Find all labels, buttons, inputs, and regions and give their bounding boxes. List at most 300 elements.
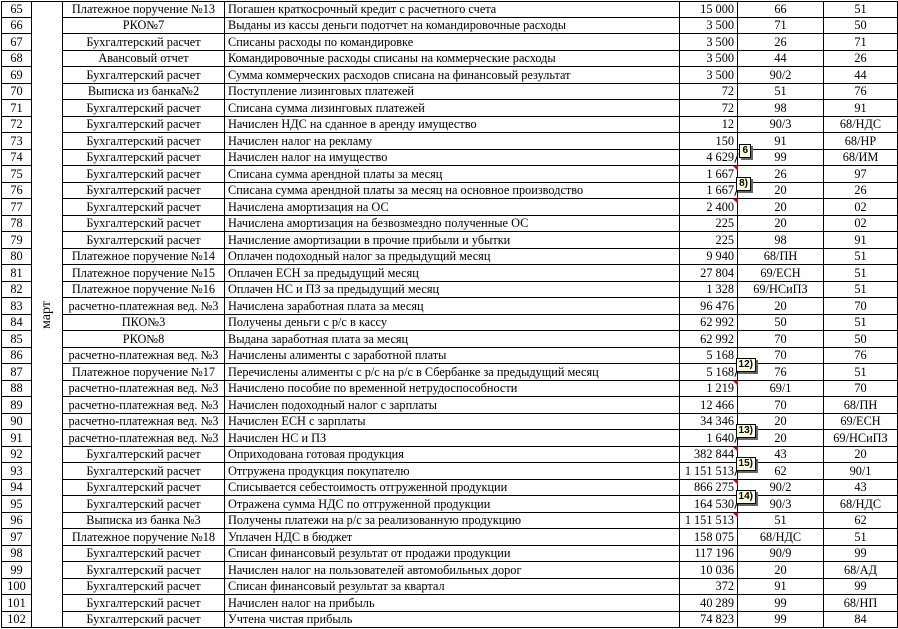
amount-value: 382 844 (694, 447, 734, 462)
operation-description-cell[interactable]: Начислен налог на пользователей автомобильных дорог (225, 562, 680, 579)
debit-account-cell[interactable]: 98 (738, 232, 824, 249)
amount-cell[interactable] (680, 265, 738, 282)
amount-value: 34 346 (700, 414, 734, 429)
operation-description-cell[interactable]: Начислен ЕСН с зарплаты (225, 413, 680, 430)
comment-marker-icon[interactable] (733, 513, 738, 518)
debit-account-cell[interactable]: 66 (738, 2, 824, 18)
amount-value: 74 823 (700, 612, 734, 627)
row-number-cell[interactable]: 87 (2, 364, 32, 381)
operation-description-cell[interactable]: Оплачен ЕСН за предыдущий месяц (225, 265, 680, 282)
table-row (2, 611, 898, 628)
table-row (2, 463, 898, 480)
table-row (2, 578, 898, 595)
amount-cell[interactable] (680, 199, 738, 216)
amount-cell[interactable] (680, 331, 738, 348)
credit-account-cell[interactable]: 99 (824, 545, 898, 562)
table-row (2, 314, 898, 331)
table-row (2, 430, 898, 447)
row-number-cell[interactable]: 78 (2, 215, 32, 232)
operation-description-cell[interactable]: Отражена сумма НДС по отгруженной продукции (225, 496, 680, 513)
table-row (2, 512, 898, 529)
table-row (2, 545, 898, 562)
table-row (2, 298, 898, 315)
debit-account-cell[interactable]: 70 (738, 397, 824, 414)
operation-description-cell[interactable]: Перечислены алименты с р/с на р/с в Сбербанке за предыдущий месяц (225, 364, 680, 381)
row-number-cell[interactable]: 67 (2, 34, 32, 51)
credit-account-cell[interactable]: 84 (824, 611, 898, 628)
credit-account-cell[interactable]: 51 (824, 2, 898, 18)
amount-value: 158 075 (694, 529, 734, 544)
operation-description-cell[interactable]: Оприходована готовая продукция (225, 446, 680, 463)
amount-cell[interactable] (680, 34, 738, 51)
row-number-cell[interactable]: 70 (2, 83, 32, 100)
operation-description-cell[interactable]: Получены деньги с р/с в кассу (225, 314, 680, 331)
credit-account-cell[interactable]: 50 (824, 17, 898, 34)
debit-account-cell[interactable]: 70 (738, 347, 824, 364)
amount-cell[interactable] (680, 116, 738, 133)
amount-cell[interactable] (680, 50, 738, 67)
amount-value: 72 (721, 100, 734, 115)
document-cell[interactable]: Бухгалтерский расчет (63, 133, 225, 150)
operation-description-cell[interactable]: Оплачен подоходный налог за предыдущий месяц (225, 248, 680, 265)
document-cell[interactable]: расчетно-платежная вед. №3 (63, 430, 225, 447)
row-number-cell[interactable]: 79 (2, 232, 32, 249)
amount-value: 62 992 (700, 331, 734, 346)
operation-description-cell[interactable]: Начислен подоходный налог с зарплаты (225, 397, 680, 414)
amount-value: 117 196 (694, 546, 734, 561)
debit-account-cell[interactable]: 90/3 (738, 496, 824, 513)
operation-description-cell[interactable]: Списан финансовый результат за квартал (225, 578, 680, 595)
credit-account-cell[interactable]: 68/ПН (824, 397, 898, 414)
credit-account-cell[interactable]: 71 (824, 34, 898, 51)
table-row (2, 413, 898, 430)
row-number-cell[interactable]: 75 (2, 166, 32, 183)
operation-description-cell[interactable]: Погашен краткосрочный кредит с расчетного счета (225, 2, 680, 18)
cell-comment-note[interactable]: 12) (736, 358, 756, 372)
document-cell[interactable]: Бухгалтерский расчет (63, 611, 225, 628)
document-cell[interactable]: Бухгалтерский расчет (63, 545, 225, 562)
amount-value: 72 (721, 84, 734, 99)
debit-account-cell[interactable]: 20 (738, 182, 824, 199)
cell-comment-note[interactable]: 14) (736, 490, 756, 504)
amount-value: 15 000 (700, 2, 734, 17)
amount-cell[interactable] (680, 83, 738, 100)
row-number-cell[interactable]: 98 (2, 545, 32, 562)
document-cell[interactable]: расчетно-платежная вед. №3 (63, 298, 225, 315)
cell-comment-note[interactable]: 6 (739, 144, 751, 158)
credit-account-cell[interactable]: 51 (824, 529, 898, 546)
amount-cell[interactable] (680, 397, 738, 414)
amount-cell[interactable] (680, 562, 738, 579)
document-cell[interactable]: Бухгалтерский расчет (63, 182, 225, 199)
amount-cell[interactable] (680, 17, 738, 34)
amount-cell[interactable] (680, 232, 738, 249)
amount-value: 1 667 (706, 166, 734, 181)
debit-account-cell[interactable]: 51 (738, 83, 824, 100)
debit-account-cell[interactable]: 20 (738, 430, 824, 447)
table-row (2, 149, 898, 166)
amount-value: 225 (715, 216, 734, 231)
document-cell[interactable]: Бухгалтерский расчет (63, 100, 225, 117)
amount-value: 1 219 (706, 381, 734, 396)
row-number-cell[interactable]: 77 (2, 199, 32, 216)
amount-cell[interactable] (680, 545, 738, 562)
operation-description-cell[interactable]: Начислен НС и ПЗ (225, 430, 680, 447)
credit-account-cell[interactable]: 44 (824, 67, 898, 84)
row-number-cell[interactable]: 68 (2, 50, 32, 67)
document-cell[interactable]: РКО№8 (63, 331, 225, 348)
operation-description-cell[interactable]: Поступление лизинговых платежей (225, 83, 680, 100)
row-number-cell[interactable]: 65 (2, 2, 32, 18)
table-row (2, 34, 898, 51)
operation-description-cell[interactable]: Получены платежи на р/с за реализованную продукцию (225, 512, 680, 529)
row-number-cell[interactable]: 71 (2, 100, 32, 117)
table-row (2, 281, 898, 298)
amount-cell[interactable] (680, 359, 753, 381)
document-cell[interactable]: Платежное поручение №17 (63, 364, 225, 381)
table-row (2, 248, 898, 265)
debit-account-cell[interactable]: 91 (738, 578, 824, 595)
comment-marker-icon[interactable] (733, 381, 738, 386)
row-number-cell[interactable]: 84 (2, 314, 32, 331)
credit-account-cell[interactable]: 70 (824, 298, 898, 315)
operation-description-cell[interactable]: Начислена заработная плата за месяц (225, 298, 680, 315)
operation-description-cell[interactable]: Списана сумма арендной платы за месяц (225, 166, 680, 183)
document-cell[interactable]: Платежное поручение №15 (63, 265, 225, 282)
table-row (2, 479, 898, 496)
document-cell[interactable]: расчетно-платежная вед. №3 (63, 397, 225, 414)
operation-description-cell[interactable]: Начислен НДС на сданное в аренду имущество (225, 116, 680, 133)
debit-account-cell[interactable]: 69/НСиПЗ (738, 281, 824, 298)
row-number-cell[interactable]: 101 (2, 595, 32, 612)
credit-account-cell[interactable]: 68/НП (824, 595, 898, 612)
credit-account-cell[interactable]: 97 (824, 166, 898, 183)
credit-account-cell[interactable]: 68/НР (824, 133, 898, 150)
comment-marker-icon[interactable] (733, 199, 738, 204)
amount-value: 164 530 (694, 496, 734, 511)
amount-value: 225 (715, 232, 734, 247)
amount-cell[interactable] (680, 611, 738, 628)
operation-description-cell[interactable]: Командировочные расходы списаны на коммерческие расходы (225, 50, 680, 67)
row-number-cell[interactable]: 83 (2, 298, 32, 315)
credit-account-cell[interactable]: 02 (824, 199, 898, 216)
document-cell[interactable]: Бухгалтерский расчет (63, 562, 225, 579)
row-number-cell[interactable]: 76 (2, 182, 32, 199)
debit-account-cell[interactable]: 90/9 (738, 545, 824, 562)
row-number-cell[interactable]: 72 (2, 116, 32, 133)
document-cell[interactable]: ПКО№3 (63, 314, 225, 331)
credit-account-cell[interactable]: 68/НДС (824, 116, 898, 133)
amount-cell[interactable] (680, 458, 753, 480)
row-number-cell[interactable]: 94 (2, 479, 32, 496)
row-number-cell[interactable]: 85 (2, 331, 32, 348)
debit-account-cell[interactable]: 99 (738, 611, 824, 628)
debit-account-cell[interactable]: 90/2 (738, 67, 824, 84)
credit-account-cell[interactable]: 70 (824, 380, 898, 397)
amount-cell[interactable] (680, 215, 738, 232)
debit-account-cell[interactable]: 99 (738, 149, 824, 166)
document-cell[interactable]: Бухгалтерский расчет (63, 116, 225, 133)
debit-account-cell[interactable]: 98 (738, 100, 824, 117)
debit-account-cell[interactable]: 20 (738, 562, 824, 579)
row-number-cell[interactable]: 74 (2, 149, 32, 166)
operation-description-cell[interactable]: Сумма коммерческих расходов списана на финансовый результат (225, 67, 680, 84)
amount-value: 5 168 (706, 348, 734, 363)
operation-description-cell[interactable]: Выданы из кассы деньги подотчет на командировочные расходы (225, 17, 680, 34)
table-row (2, 446, 898, 463)
document-cell[interactable]: Платежное поручение №13 (63, 2, 225, 18)
credit-account-cell[interactable]: 91 (824, 100, 898, 117)
operation-description-cell[interactable]: Начислены алименты с заработной платы (225, 347, 680, 364)
credit-account-cell[interactable]: 68/АД (824, 562, 898, 579)
row-number-cell[interactable]: 89 (2, 397, 32, 414)
operation-description-cell[interactable]: Списана сумма арендной платы за месяц на основное производство (225, 182, 680, 199)
table-row (2, 347, 898, 364)
operation-description-cell[interactable]: Оплачен НС и ПЗ за предыдущий месяц (225, 281, 680, 298)
document-cell[interactable]: Бухгалтерский расчет (63, 215, 225, 232)
amount-cell[interactable] (680, 529, 738, 546)
row-number-cell[interactable]: 90 (2, 413, 32, 430)
document-cell[interactable]: расчетно-платежная вед. №3 (63, 347, 225, 364)
table-row (2, 199, 898, 216)
amount-value: 1 640 (706, 430, 734, 445)
row-number-cell[interactable]: 96 (2, 512, 32, 529)
comment-marker-icon[interactable] (733, 480, 738, 485)
row-number-cell[interactable]: 100 (2, 578, 32, 595)
debit-account-cell[interactable]: 69/1 (738, 380, 824, 397)
amount-cell[interactable] (680, 2, 738, 18)
debit-account-cell[interactable]: 20 (738, 413, 824, 430)
row-number-cell[interactable]: 95 (2, 496, 32, 513)
table-row (2, 2, 898, 18)
row-number-cell[interactable]: 80 (2, 248, 32, 265)
document-cell[interactable]: Бухгалтерский расчет (63, 149, 225, 166)
credit-account-cell[interactable]: 02 (824, 215, 898, 232)
row-number-cell[interactable]: 86 (2, 347, 32, 364)
operation-description-cell[interactable]: Начисление амортизации в прочие прибыли и убытки (225, 232, 680, 249)
amount-cell[interactable] (680, 380, 738, 397)
document-cell[interactable]: Бухгалтерский расчет (63, 578, 225, 595)
operation-description-cell[interactable]: Начислено пособие по временной нетрудоспособности (225, 380, 680, 397)
debit-account-cell[interactable]: 20 (738, 215, 824, 232)
debit-account-cell[interactable]: 71 (738, 17, 824, 34)
amount-value: 62 992 (700, 315, 734, 330)
document-cell[interactable]: Выписка из банка №3 (63, 512, 225, 529)
amount-value: 4 629 (706, 150, 734, 165)
debit-account-cell[interactable]: 68/НДС (738, 529, 824, 546)
comment-marker-icon[interactable] (733, 447, 738, 452)
amount-cell[interactable] (680, 298, 738, 315)
row-number-cell[interactable]: 81 (2, 265, 32, 282)
table-row (2, 562, 898, 579)
operation-description-cell[interactable]: Отгружена продукция покупателю (225, 463, 680, 480)
credit-account-cell[interactable]: 76 (824, 347, 898, 364)
debit-account-cell[interactable]: 69/ЕСН (738, 265, 824, 282)
month-label: март (38, 301, 54, 329)
credit-account-cell[interactable]: 51 (824, 364, 898, 381)
amount-value: 372 (715, 579, 734, 594)
operation-description-cell[interactable]: Списаны расходы по командировке (225, 34, 680, 51)
credit-account-cell[interactable]: 43 (824, 479, 898, 496)
amount-cell[interactable] (680, 281, 738, 298)
amount-cell[interactable] (680, 595, 738, 612)
table-row (2, 83, 898, 100)
document-cell[interactable]: Бухгалтерский расчет (63, 199, 225, 216)
cell-comment-note[interactable]: 15) (736, 457, 756, 471)
credit-account-cell[interactable]: 51 (824, 314, 898, 331)
amount-cell[interactable] (680, 578, 738, 595)
debit-account-cell[interactable]: 50 (738, 314, 824, 331)
amount-cell[interactable] (680, 100, 738, 117)
debit-account-cell[interactable]: 68/ПН (738, 248, 824, 265)
operation-description-cell[interactable]: Начислена амортизация на безвозмездно полученные ОС (225, 215, 680, 232)
row-number-cell[interactable]: 97 (2, 529, 32, 546)
row-number-cell[interactable]: 88 (2, 380, 32, 397)
document-cell[interactable]: Платежное поручение №16 (63, 281, 225, 298)
row-number-cell[interactable]: 92 (2, 446, 32, 463)
credit-account-cell[interactable]: 76 (824, 83, 898, 100)
row-number-cell[interactable]: 66 (2, 17, 32, 34)
credit-account-cell[interactable]: 51 (824, 281, 898, 298)
row-number-cell[interactable]: 82 (2, 281, 32, 298)
amount-value: 3 500 (706, 51, 734, 66)
amount-cell[interactable] (680, 512, 738, 529)
credit-account-cell[interactable]: 69/ЕСН (824, 413, 898, 430)
credit-account-cell[interactable]: 99 (824, 578, 898, 595)
credit-account-cell[interactable]: 50 (824, 331, 898, 348)
credit-account-cell[interactable]: 26 (824, 182, 898, 199)
amount-cell[interactable] (680, 491, 753, 513)
debit-account-cell[interactable]: 90/3 (738, 116, 824, 133)
credit-account-cell[interactable]: 62 (824, 512, 898, 529)
document-cell[interactable]: Бухгалтерский расчет (63, 496, 225, 513)
document-cell[interactable]: Авансовый отчет (63, 50, 225, 67)
document-cell[interactable]: Бухгалтерский расчет (63, 67, 225, 84)
operation-description-cell[interactable]: Начислен налог на прибыль (225, 595, 680, 612)
document-cell[interactable]: РКО№7 (63, 17, 225, 34)
amount-cell[interactable] (680, 67, 738, 84)
operation-description-cell[interactable]: Уплачен НДС в бюджет (225, 529, 680, 546)
table-row (2, 100, 898, 117)
operation-description-cell[interactable]: Начислена амортизация на ОС (225, 199, 680, 216)
table-row (2, 116, 898, 133)
operation-description-cell[interactable]: Списывается себестоимость отгруженной продукции (225, 479, 680, 496)
debit-account-cell[interactable]: 99 (738, 595, 824, 612)
table-row (2, 50, 898, 67)
debit-account-cell[interactable]: 26 (738, 166, 824, 183)
document-cell[interactable]: Выписка из банка№2 (63, 83, 225, 100)
debit-account-cell[interactable]: 43 (738, 446, 824, 463)
amount-value: 3 500 (706, 67, 734, 82)
amount-cell[interactable] (680, 248, 738, 265)
operation-description-cell[interactable]: Выдана заработная плата за месяц (225, 331, 680, 348)
row-number-cell[interactable]: 99 (2, 562, 32, 579)
document-cell[interactable]: Бухгалтерский расчет (63, 479, 225, 496)
debit-account-cell[interactable]: 20 (738, 298, 824, 315)
amount-cell[interactable] (680, 177, 748, 199)
credit-account-cell[interactable]: 68/ИМ (824, 149, 898, 166)
row-number-cell[interactable]: 91 (2, 430, 32, 447)
operation-description-cell[interactable]: Начислен налог на рекламу (225, 133, 680, 150)
table-row (2, 380, 898, 397)
amount-cell[interactable] (680, 446, 738, 463)
debit-account-cell[interactable]: 44 (738, 50, 824, 67)
debit-account-cell[interactable]: 70 (738, 331, 824, 348)
amount-cell[interactable] (680, 425, 753, 447)
operation-description-cell[interactable]: Списана сумма лизинговых платежей (225, 100, 680, 117)
amount-cell[interactable] (680, 347, 738, 364)
row-number-cell[interactable]: 102 (2, 611, 32, 628)
credit-account-cell[interactable]: 69/НСиПЗ (824, 430, 898, 447)
amount-cell[interactable] (680, 133, 738, 150)
cell-comment-note[interactable]: 8) (736, 177, 751, 191)
credit-account-cell[interactable]: 51 (824, 265, 898, 282)
comment-marker-icon[interactable] (733, 166, 738, 171)
credit-account-cell[interactable]: 90/1 (824, 463, 898, 480)
debit-account-cell[interactable]: 76 (738, 364, 824, 381)
amount-value: 96 476 (700, 298, 734, 313)
amount-cell[interactable] (680, 413, 738, 430)
amount-cell[interactable] (680, 479, 738, 496)
operation-description-cell[interactable]: Списан финансовый результат от продажи продукции (225, 545, 680, 562)
operation-description-cell[interactable]: Учтена чистая прибыль (225, 611, 680, 628)
amount-value: 1 328 (706, 282, 734, 297)
debit-account-cell[interactable]: 26 (738, 34, 824, 51)
document-cell[interactable]: Бухгалтерский расчет (63, 232, 225, 249)
document-cell[interactable]: Платежное поручение №14 (63, 248, 225, 265)
credit-account-cell[interactable]: 68/НДС (824, 496, 898, 513)
amount-value: 12 466 (700, 397, 734, 412)
credit-account-cell[interactable]: 91 (824, 232, 898, 249)
cell-comment-note[interactable]: 13) (736, 424, 756, 438)
operation-description-cell[interactable]: Начислен налог на имущество (225, 149, 680, 166)
journal-table (1, 1, 898, 628)
document-cell[interactable]: расчетно-платежная вед. №3 (63, 380, 225, 397)
table-row (2, 182, 898, 199)
credit-account-cell[interactable]: 51 (824, 248, 898, 265)
amount-value: 866 275 (694, 480, 734, 495)
amount-cell[interactable] (680, 166, 738, 183)
debit-account-cell[interactable]: 51 (738, 512, 824, 529)
document-cell[interactable]: Бухгалтерский расчет (63, 595, 225, 612)
month-cell[interactable] (32, 2, 63, 628)
document-cell[interactable]: Бухгалтерский расчет (63, 34, 225, 51)
row-number-cell[interactable]: 69 (2, 67, 32, 84)
table-row (2, 595, 898, 612)
document-cell[interactable]: Бухгалтерский расчет (63, 463, 225, 480)
amount-value: 10 036 (700, 562, 734, 577)
document-cell[interactable]: Платежное поручение №18 (63, 529, 225, 546)
row-number-cell[interactable]: 73 (2, 133, 32, 150)
table-row (2, 166, 898, 183)
document-cell[interactable]: расчетно-платежная вед. №3 (63, 413, 225, 430)
debit-account-cell[interactable]: 91 (738, 133, 824, 150)
amount-cell[interactable] (680, 144, 748, 166)
debit-account-cell[interactable]: 90/2 (738, 479, 824, 496)
amount-cell[interactable] (680, 314, 738, 331)
debit-account-cell[interactable]: 20 (738, 199, 824, 216)
table-row (2, 529, 898, 546)
amount-value: 150 (715, 133, 734, 148)
row-number-cell[interactable]: 93 (2, 463, 32, 480)
table-row (2, 364, 898, 381)
credit-account-cell[interactable]: 20 (824, 446, 898, 463)
credit-account-cell[interactable]: 26 (824, 50, 898, 67)
amount-value: 5 168 (706, 364, 734, 379)
debit-account-cell[interactable]: 62 (738, 463, 824, 480)
document-cell[interactable]: Бухгалтерский расчет (63, 446, 225, 463)
document-cell[interactable]: Бухгалтерский расчет (63, 166, 225, 183)
